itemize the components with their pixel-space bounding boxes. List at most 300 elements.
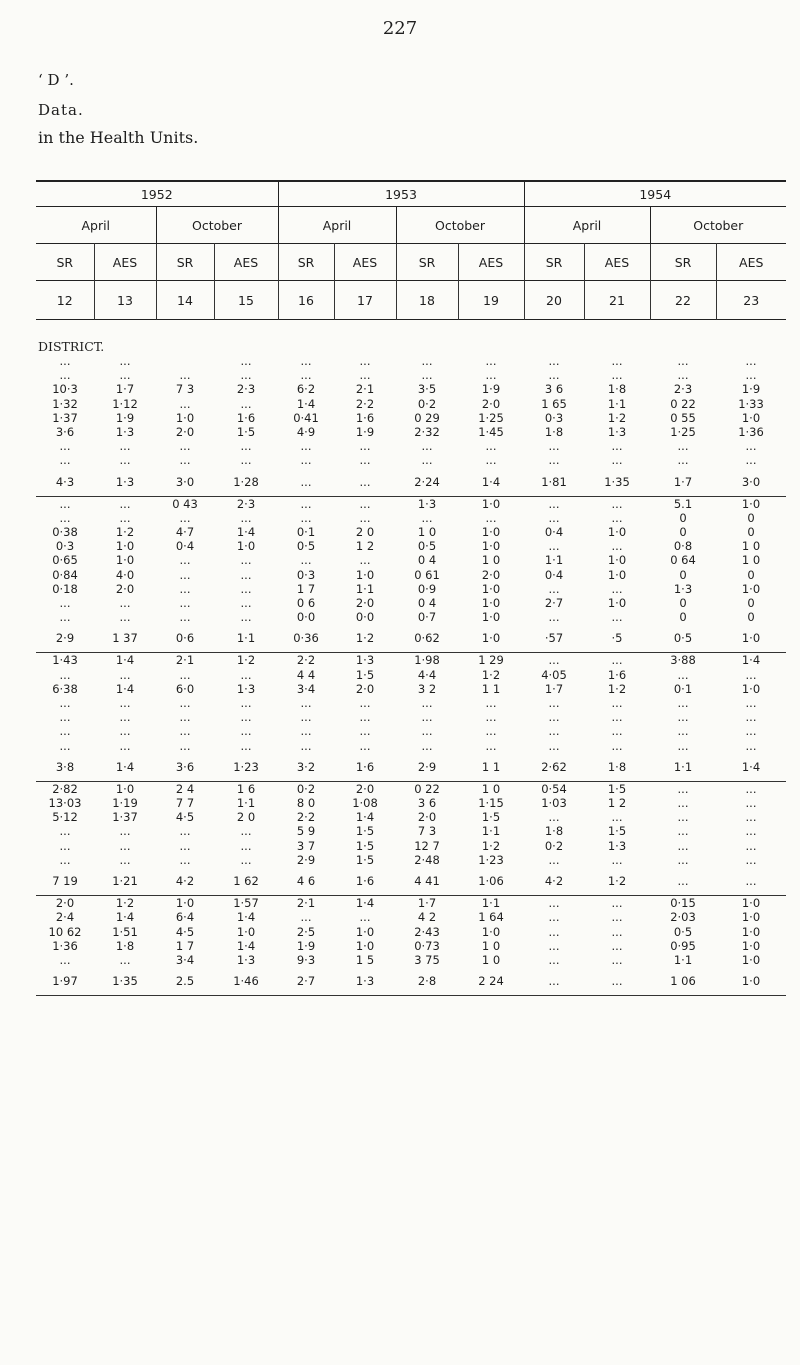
table-cell: ... <box>240 852 252 867</box>
table-cell: ... <box>240 824 252 839</box>
table-cell: 7 7 <box>175 796 195 811</box>
table-cell: 2·3 <box>673 382 693 397</box>
table-cell: ... <box>240 738 252 753</box>
table-cell: ... <box>611 910 623 925</box>
table-row <box>36 724 786 738</box>
column-number: 12 <box>56 292 73 308</box>
table-cell: 1·08 <box>352 796 378 811</box>
table-cell: 1·0 <box>481 924 501 939</box>
table-cell: 1·5 <box>355 852 375 867</box>
table-cell: 2·0 <box>417 810 437 825</box>
measure-header: SR <box>650 244 716 281</box>
table-cell: 1·0 <box>481 525 501 540</box>
table-row <box>36 568 786 582</box>
table-cell: 1·0 <box>115 781 135 796</box>
table-cell: 1·0 <box>236 539 256 554</box>
measure-header: AES <box>334 244 396 281</box>
table-cell: ... <box>59 696 71 711</box>
subtotal-cell: 2·62 <box>524 753 584 782</box>
table-cell: ... <box>745 439 757 454</box>
subtotal-cell: 3·8 <box>36 753 94 782</box>
table-cell: ... <box>421 453 433 468</box>
table-cell: 1·3 <box>355 653 375 668</box>
table-row <box>36 781 786 796</box>
table-cell: ... <box>421 368 433 383</box>
table-cell: ... <box>611 354 623 368</box>
table-cell: 5 9 <box>296 824 316 839</box>
table-cell: 1·4 <box>236 525 256 540</box>
subtotal-cell: 1·35 <box>584 468 650 497</box>
subtotal-cell: 1·6 <box>334 867 396 896</box>
table-cell: ... <box>119 952 131 967</box>
table-cell: ... <box>548 738 560 753</box>
table-cell: 8 0 <box>296 796 316 811</box>
table-cell: 1·1 <box>481 896 501 911</box>
table-cell: ... <box>611 738 623 753</box>
table-cell: 1·0 <box>741 581 761 596</box>
table-cell: ... <box>119 824 131 839</box>
table-cell: ... <box>548 910 560 925</box>
table-cell: ... <box>300 696 312 711</box>
table-cell: 1·03 <box>541 796 567 811</box>
measure-header: AES <box>458 244 524 281</box>
table-cell: ... <box>300 354 312 368</box>
month-header: October <box>156 207 278 244</box>
table-cell: 1 64 <box>478 910 504 925</box>
table-cell: 1·8 <box>115 938 135 953</box>
table-cell: 1·2 <box>607 681 627 696</box>
table-cell: 0·0 <box>296 610 316 625</box>
table-cell: ... <box>548 938 560 953</box>
table-cell: 2·2 <box>296 810 316 825</box>
table-row <box>36 610 786 624</box>
table-cell: ... <box>119 354 131 368</box>
subtotal-row <box>36 867 786 896</box>
table-cell: ... <box>745 368 757 383</box>
table-cell: 0 <box>747 567 755 582</box>
table-cell: ... <box>179 596 191 611</box>
subtotal-cell: 1·2 <box>334 624 396 653</box>
subtotal-cell: 1·2 <box>584 867 650 896</box>
table-cell: 1·0 <box>741 496 761 511</box>
table-cell: 2·32 <box>414 425 440 440</box>
table-cell: ... <box>179 838 191 853</box>
table-cell: ... <box>745 796 757 811</box>
table-cell: 0 <box>679 610 687 625</box>
table-cell: 5·12 <box>52 810 78 825</box>
table-cell: 0 4 <box>417 596 437 611</box>
table-cell: 0·3 <box>55 539 75 554</box>
table-cell: 1·1 <box>481 824 501 839</box>
table-row <box>36 839 786 853</box>
district-label: DISTRICT. <box>38 339 105 354</box>
table-cell: 1·0 <box>741 938 761 953</box>
table-cell: ... <box>485 710 497 725</box>
table-cell: 1·4 <box>741 653 761 668</box>
table-cell: ... <box>59 724 71 739</box>
table-cell: ... <box>421 724 433 739</box>
table-cell: 1·4 <box>115 681 135 696</box>
table-cell: ... <box>119 439 131 454</box>
table-cell: 6·4 <box>175 910 195 925</box>
table-cell: ... <box>300 510 312 525</box>
measure-header: AES <box>716 244 786 281</box>
table-cell: 1·2 <box>115 525 135 540</box>
table-cell: ... <box>548 581 560 596</box>
table-cell: 9·3 <box>296 952 316 967</box>
month-header: April <box>524 207 650 244</box>
table-cell: ... <box>745 710 757 725</box>
table-cell: 1·0 <box>175 896 195 911</box>
table-cell: ... <box>611 453 623 468</box>
table-cell: ... <box>548 696 560 711</box>
table-cell: 0·5 <box>296 539 316 554</box>
table-cell: 1·0 <box>115 553 135 568</box>
table-cell: ... <box>119 496 131 511</box>
table-cell: 1·57 <box>233 896 259 911</box>
subtotal-cell: 1·8 <box>584 753 650 782</box>
table-cell: ... <box>300 910 312 925</box>
table-cell: 1·5 <box>355 824 375 839</box>
table-cell: ... <box>611 610 623 625</box>
table-cell: 2 0 <box>355 525 375 540</box>
table-cell: ... <box>611 539 623 554</box>
table-row <box>36 397 786 411</box>
table-cell: 2 4 <box>175 781 195 796</box>
table-cell: 0·1 <box>296 525 316 540</box>
table-row <box>36 511 786 525</box>
measure-header: SR <box>396 244 458 281</box>
table-cell: 1·0 <box>481 596 501 611</box>
table-cell: 1·5 <box>236 425 256 440</box>
table-cell: 1·19 <box>112 796 138 811</box>
table-cell: ... <box>677 368 689 383</box>
table-cell: ... <box>611 439 623 454</box>
table-cell: 1·37 <box>52 410 78 425</box>
table-cell: ... <box>179 553 191 568</box>
table-cell: ... <box>745 724 757 739</box>
table-cell: 1·1 <box>673 952 693 967</box>
table-cell: 1·9 <box>296 938 316 953</box>
table-cell: 1·0 <box>741 896 761 911</box>
table-cell: 3 6 <box>544 382 564 397</box>
subtotal-cell: 3·0 <box>156 468 214 497</box>
subtotal-cell: ... <box>278 468 334 497</box>
table-cell: ... <box>300 496 312 511</box>
table-cell: ... <box>548 724 560 739</box>
table-cell: 1 6 <box>236 781 256 796</box>
table-cell: ... <box>119 453 131 468</box>
table-cell: 1 1 <box>481 681 501 696</box>
month-header: April <box>81 217 111 233</box>
table-cell: ... <box>677 724 689 739</box>
table-cell: 1·3 <box>607 425 627 440</box>
table-cell: 0 <box>747 610 755 625</box>
table-cell: 2·1 <box>175 653 195 668</box>
table-cell: ... <box>59 368 71 383</box>
table-cell: 10 62 <box>48 924 82 939</box>
table-cell: 1 7 <box>296 581 316 596</box>
table-cell: 0·4 <box>544 525 564 540</box>
subtotal-cell: 1·0 <box>458 624 524 653</box>
table-cell: 2·7 <box>544 596 564 611</box>
table-cell: ... <box>421 354 433 368</box>
subtotal-cell: 1·1 <box>214 624 278 653</box>
subtotal-cell: ·57 <box>524 624 584 653</box>
table-row <box>36 653 786 668</box>
table-cell: ... <box>179 738 191 753</box>
table-cell: 1 0 <box>481 781 501 796</box>
table-cell: 1·2 <box>607 410 627 425</box>
table-cell: ... <box>485 453 497 468</box>
table-cell: ... <box>485 439 497 454</box>
table-cell: 0·5 <box>417 539 437 554</box>
table-cell: 12 7 <box>414 838 440 853</box>
table-cell: 0 4 <box>417 553 437 568</box>
table-cell: 0·2 <box>296 781 316 796</box>
column-number: 23 <box>716 281 786 320</box>
table-cell: 0·1 <box>673 681 693 696</box>
table-cell: ... <box>548 924 560 939</box>
table-cell: 1 2 <box>355 539 375 554</box>
table-cell: 2·0 <box>481 396 501 411</box>
table-cell: ... <box>677 738 689 753</box>
measure-header: AES <box>94 244 156 281</box>
subtotal-cell: 0·62 <box>396 624 458 653</box>
subtotal-cell: 3·0 <box>716 468 786 497</box>
table-row <box>36 910 786 924</box>
table-cell: 1·4 <box>236 938 256 953</box>
table-cell: ... <box>119 852 131 867</box>
column-number: 14 <box>156 281 214 320</box>
table-cell: ... <box>677 838 689 853</box>
table-cell: ... <box>240 439 252 454</box>
table-cell: 3·6 <box>55 425 75 440</box>
table-cell: ... <box>611 653 623 668</box>
subtotal-cell: 1·35 <box>94 967 156 996</box>
table-cell: 1·45 <box>478 425 504 440</box>
table-cell: ... <box>240 596 252 611</box>
table-cell: ... <box>59 824 71 839</box>
table-cell: ... <box>240 838 252 853</box>
table-cell: ... <box>59 838 71 853</box>
subtotal-cell: 1·1 <box>650 753 716 782</box>
table-cell: 4·7 <box>175 525 195 540</box>
table-cell: ... <box>240 610 252 625</box>
table-row <box>36 382 786 396</box>
month-header: October <box>396 207 524 244</box>
table-cell: 2·0 <box>355 596 375 611</box>
table-cell: 4·5 <box>175 924 195 939</box>
table-cell: 0 <box>679 525 687 540</box>
table-row <box>36 953 786 967</box>
subtotal-row <box>36 624 786 653</box>
table-cell: 0·41 <box>293 410 319 425</box>
table-cell: ... <box>59 738 71 753</box>
table-cell: 1·2 <box>481 667 501 682</box>
subtotal-cell: 1·06 <box>458 867 524 896</box>
table-cell: 5.1 <box>673 496 693 511</box>
table-cell: 1·4 <box>115 653 135 668</box>
table-cell: ... <box>421 510 433 525</box>
table-cell: 0 55 <box>670 410 696 425</box>
table-cell: 1·9 <box>741 382 761 397</box>
table-cell: ... <box>359 496 371 511</box>
table-cell: 0 <box>679 510 687 525</box>
table-cell: 10·3 <box>52 382 78 397</box>
table-row <box>36 925 786 939</box>
subtotal-cell: 4·2 <box>524 867 584 896</box>
table-cell: 1·4 <box>355 810 375 825</box>
column-number: 17 <box>334 281 396 320</box>
table-cell: ... <box>240 553 252 568</box>
table-cell: ... <box>179 510 191 525</box>
table-cell: ... <box>611 896 623 911</box>
subtotal-cell: 2·7 <box>278 967 334 996</box>
table-cell: 1·36 <box>738 425 764 440</box>
subtotal-cell: 1·23 <box>214 753 278 782</box>
table-cell: ... <box>119 838 131 853</box>
table-cell: ... <box>485 696 497 711</box>
table-cell: ... <box>359 453 371 468</box>
table-cell: 0·8 <box>673 539 693 554</box>
table-cell: ... <box>179 567 191 582</box>
table-cell: ... <box>179 667 191 682</box>
table-cell: 1·6 <box>607 667 627 682</box>
table-cell: 2·82 <box>52 781 78 796</box>
subtotal-cell: 1 06 <box>650 967 716 996</box>
table-cell: ... <box>359 510 371 525</box>
table-cell: 1·0 <box>481 539 501 554</box>
table-cell: 2·43 <box>414 924 440 939</box>
table-row <box>36 739 786 753</box>
table-cell: ... <box>677 781 689 796</box>
table-cell: ... <box>421 439 433 454</box>
table-row <box>36 453 786 467</box>
table-cell: 1 2 <box>607 796 627 811</box>
table-cell: 1·0 <box>236 924 256 939</box>
table-cell: 0·3 <box>544 410 564 425</box>
table-cell: ... <box>611 581 623 596</box>
table-cell: 1·15 <box>478 796 504 811</box>
table-row <box>36 682 786 696</box>
subtotal-cell: 2·24 <box>396 468 458 497</box>
table-cell: 0 22 <box>414 781 440 796</box>
table-cell: ... <box>179 368 191 383</box>
table-cell: 2·03 <box>670 910 696 925</box>
table-cell: ... <box>59 952 71 967</box>
table-cell: ... <box>745 810 757 825</box>
table-cell: 1·1 <box>607 396 627 411</box>
table-cell: ... <box>300 368 312 383</box>
table-cell: ... <box>611 368 623 383</box>
table-row <box>36 368 786 382</box>
table-cell: 1·23 <box>478 852 504 867</box>
table-cell: ... <box>548 539 560 554</box>
table-cell: ... <box>421 738 433 753</box>
table-cell: 1·2 <box>481 838 501 853</box>
table-cell: ... <box>677 453 689 468</box>
subtotal-cell: 1·97 <box>36 967 94 996</box>
table-cell: 1·25 <box>478 410 504 425</box>
measure-header: AES <box>584 244 650 281</box>
table-cell: 1·5 <box>607 781 627 796</box>
table-cell: 2·2 <box>355 396 375 411</box>
table-cell: ... <box>119 596 131 611</box>
table-cell: ... <box>745 696 757 711</box>
measure-header: AES <box>214 244 278 281</box>
year-1953: 1953 <box>278 181 524 207</box>
table-row <box>36 354 786 368</box>
table-row <box>36 668 786 682</box>
table-cell: 0·15 <box>670 896 696 911</box>
section-title: Data. <box>38 101 84 119</box>
table-cell: ... <box>179 724 191 739</box>
table-cell: ... <box>240 354 252 368</box>
table-cell: ... <box>59 610 71 625</box>
table-cell: 2·5 <box>296 924 316 939</box>
table-cell: ... <box>548 653 560 668</box>
table-cell: 1·0 <box>607 596 627 611</box>
table-cell: 1 29 <box>478 653 504 668</box>
month-header: October <box>650 207 786 244</box>
subtotal-cell: 1·21 <box>94 867 156 896</box>
table-cell: 0 <box>679 596 687 611</box>
table-cell: ... <box>745 781 757 796</box>
table-body <box>36 354 786 996</box>
table-cell: ... <box>548 710 560 725</box>
month-header: April <box>278 207 396 244</box>
table-cell: 2·48 <box>414 852 440 867</box>
table-cell: 0 <box>747 596 755 611</box>
year-1952: 1952 <box>140 186 173 202</box>
subtotal-cell: 1·3 <box>94 468 156 497</box>
subtotal-cell: ... <box>584 967 650 996</box>
table-row <box>36 539 786 553</box>
subtotal-row <box>36 967 786 996</box>
table-cell: 2 0 <box>236 810 256 825</box>
year-1954: 1954 <box>524 181 786 207</box>
table-cell: 1·8 <box>544 425 564 440</box>
table-cell: ... <box>485 368 497 383</box>
table-cell: 1·5 <box>355 838 375 853</box>
table-cell: ... <box>179 696 191 711</box>
table-cell: 2·1 <box>296 896 316 911</box>
subtotal-cell: 1 37 <box>94 624 156 653</box>
table-cell: 2·9 <box>296 852 316 867</box>
table-cell: ... <box>119 724 131 739</box>
table-cell: 0·2 <box>417 396 437 411</box>
subtotal-cell: 4·3 <box>36 468 94 497</box>
table-cell: 7 3 <box>417 824 437 839</box>
table-cell: 1·3 <box>417 496 437 511</box>
subtotal-cell: 4 41 <box>396 867 458 896</box>
table-cell: 6·38 <box>52 681 78 696</box>
table-cell: ... <box>745 667 757 682</box>
subtotal-cell: 1·28 <box>214 468 278 497</box>
section-subtitle: in the Health Units. <box>38 128 199 147</box>
table-cell: 0·2 <box>544 838 564 853</box>
table-row <box>36 796 786 810</box>
table-cell: 4·0 <box>115 567 135 582</box>
table-cell: 1·98 <box>414 653 440 668</box>
table-cell: ... <box>240 396 252 411</box>
table-cell: 2·0 <box>115 581 135 596</box>
table-cell: ... <box>119 738 131 753</box>
subtotal-cell: 1·81 <box>524 468 584 497</box>
table-cell: 0 64 <box>670 553 696 568</box>
table-cell: ... <box>179 710 191 725</box>
